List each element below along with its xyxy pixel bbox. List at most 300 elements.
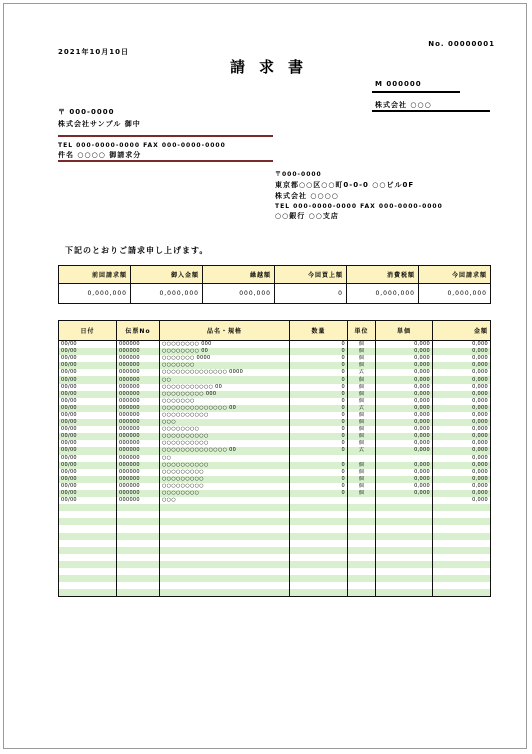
qty-cell: 0 (290, 369, 348, 376)
item-cell: ○○ (160, 376, 290, 383)
blank-cell (117, 540, 160, 547)
slip-cell: 000000 (117, 405, 160, 412)
detail-row (59, 405, 491, 412)
blank-cell (376, 518, 433, 525)
blank-cell (348, 518, 376, 525)
slip-cell: 000000 (117, 433, 160, 440)
unit-cell (348, 497, 376, 504)
summary-header-cell: 消費税額 (347, 266, 419, 284)
date-cell: 00/00 (59, 455, 117, 462)
detail-header-price: 単価 (376, 321, 433, 341)
amount-cell: 0,000 (433, 362, 491, 369)
detail-row (59, 462, 491, 469)
detail-row-blank (59, 568, 491, 575)
date-cell: 00/00 (59, 355, 117, 362)
qty-cell: 0 (290, 447, 348, 454)
blank-cell (160, 554, 290, 561)
blank-cell (160, 504, 290, 511)
amount-cell: 0,000 (433, 476, 491, 483)
qty-cell: 0 (290, 384, 348, 391)
price-cell: 0,000 (376, 355, 433, 362)
amount-cell: 0,000 (433, 391, 491, 398)
detail-row (59, 497, 491, 504)
unit-cell: 個 (348, 440, 376, 447)
blank-cell (59, 518, 117, 525)
subject-line: 件名 ○○○○ 御請求分 (58, 151, 142, 159)
blank-cell (348, 547, 376, 554)
date-cell: 00/00 (59, 440, 117, 447)
qty-cell: 0 (290, 419, 348, 426)
slip-cell: 000000 (117, 412, 160, 419)
unit-cell: 個 (348, 398, 376, 405)
summary-value-cell: 000,000 (203, 284, 275, 304)
blank-cell (348, 561, 376, 568)
blank-cell (59, 568, 117, 575)
blank-cell (433, 504, 491, 511)
unit-cell: 個 (348, 341, 376, 349)
blank-cell (433, 511, 491, 518)
detail-row-blank (59, 540, 491, 547)
item-cell: ○○○○○○○○ (160, 426, 290, 433)
item-cell: ○○○○○○○○○ (160, 469, 290, 476)
qty-cell: 0 (290, 433, 348, 440)
amount-cell: 0,000 (433, 447, 491, 454)
detail-row (59, 419, 491, 426)
blank-cell (348, 568, 376, 575)
blank-cell (433, 540, 491, 547)
price-cell: 0,000 (376, 419, 433, 426)
qty-cell: 0 (290, 362, 348, 369)
subject-underline (58, 160, 273, 162)
blank-cell (376, 582, 433, 589)
issuer-zip: 〒000-0000 (275, 171, 322, 178)
blank-cell (290, 561, 348, 568)
blank-cell (376, 547, 433, 554)
date-cell: 00/00 (59, 376, 117, 383)
detail-row-blank (59, 554, 491, 561)
blank-cell (348, 533, 376, 540)
detail-row (59, 469, 491, 476)
price-cell: 0,000 (376, 447, 433, 454)
detail-table (58, 320, 491, 597)
summary-value-cell: 0,000,000 (419, 284, 491, 304)
qty-cell: 0 (290, 391, 348, 398)
date-cell: 00/00 (59, 341, 117, 349)
slip-cell: 000000 (117, 426, 160, 433)
slip-cell: 000000 (117, 490, 160, 497)
amount-cell: 0,000 (433, 376, 491, 383)
qty-cell: 0 (290, 469, 348, 476)
detail-row (59, 355, 491, 362)
blank-cell (160, 561, 290, 568)
summary-header-cell: 御入金額 (131, 266, 203, 284)
qty-cell: 0 (290, 462, 348, 469)
unit-cell: 個 (348, 348, 376, 355)
blank-cell (117, 511, 160, 518)
item-cell: ○○○○○○○○○ (160, 483, 290, 490)
blank-cell (290, 533, 348, 540)
date-cell: 00/00 (59, 391, 117, 398)
unit-cell: 式 (348, 405, 376, 412)
item-cell: ○○○○○○○○○○○○○○ 00 (160, 405, 290, 412)
blank-cell (433, 589, 491, 597)
qty-cell: 0 (290, 483, 348, 490)
blank-cell (160, 540, 290, 547)
blank-cell (348, 589, 376, 597)
detail-row (59, 348, 491, 355)
blank-cell (160, 525, 290, 532)
project-name: 株式会社 ○○○ (375, 101, 432, 109)
date-cell: 00/00 (59, 398, 117, 405)
item-cell: ○○○○○○○○ 00 (160, 348, 290, 355)
blank-cell (290, 511, 348, 518)
item-cell: ○○○○○○○○○○ (160, 462, 290, 469)
date-cell: 00/00 (59, 405, 117, 412)
blank-cell (160, 575, 290, 582)
detail-header-row (59, 321, 491, 341)
detail-row (59, 426, 491, 433)
blank-cell (117, 533, 160, 540)
summary-value-cell: 0,000,000 (131, 284, 203, 304)
summary-value-cell: 0,000,000 (347, 284, 419, 304)
intro-text: 下記のとおりご請求申し上げます。 (65, 246, 209, 255)
issuer-bank: ○○銀行 ○○支店 (275, 212, 339, 220)
blank-cell (433, 575, 491, 582)
blank-cell (160, 547, 290, 554)
date-cell: 00/00 (59, 433, 117, 440)
unit-cell: 個 (348, 391, 376, 398)
amount-cell: 0,000 (433, 490, 491, 497)
detail-row-blank (59, 525, 491, 532)
amount-cell: 0,000 (433, 369, 491, 376)
blank-cell (117, 589, 160, 597)
blank-cell (117, 575, 160, 582)
blank-cell (376, 511, 433, 518)
recipient-contact: TEL 000-0000-0000 FAX 000-0000-0000 (58, 142, 226, 149)
blank-cell (433, 525, 491, 532)
blank-cell (433, 568, 491, 575)
blank-cell (433, 518, 491, 525)
blank-cell (160, 589, 290, 597)
amount-cell: 0,000 (433, 440, 491, 447)
qty-cell: 0 (290, 490, 348, 497)
amount-cell: 0,000 (433, 419, 491, 426)
blank-cell (160, 533, 290, 540)
qty-cell: 0 (290, 476, 348, 483)
blank-cell (348, 582, 376, 589)
blank-cell (117, 504, 160, 511)
amount-cell: 0,000 (433, 384, 491, 391)
detail-row-blank (59, 589, 491, 597)
detail-header-date: 日付 (59, 321, 117, 341)
date-cell: 00/00 (59, 476, 117, 483)
blank-cell (290, 582, 348, 589)
blank-cell (376, 525, 433, 532)
detail-row (59, 483, 491, 490)
blank-cell (290, 518, 348, 525)
item-cell: ○○○○○○○○○ 000 (160, 391, 290, 398)
amount-cell: 0,000 (433, 355, 491, 362)
unit-cell (348, 455, 376, 462)
unit-cell: 個 (348, 462, 376, 469)
unit-cell: 個 (348, 433, 376, 440)
summary-header-cell: 今回請求額 (419, 266, 491, 284)
summary-header-cell: 繰越額 (203, 266, 275, 284)
qty-cell: 0 (290, 440, 348, 447)
unit-cell: 個 (348, 376, 376, 383)
document-title: 請求書 (230, 58, 318, 76)
item-cell: ○○○○○○○○ (160, 490, 290, 497)
price-cell: 0,000 (376, 398, 433, 405)
price-cell: 0,000 (376, 369, 433, 376)
unit-cell: 個 (348, 384, 376, 391)
blank-cell (117, 568, 160, 575)
detail-row (59, 341, 491, 349)
item-cell: ○○○○○○○○○○ (160, 412, 290, 419)
recipient-zip: 〒 000-0000 (58, 108, 115, 116)
slip-cell: 000000 (117, 355, 160, 362)
date-cell: 00/00 (59, 369, 117, 376)
blank-cell (348, 511, 376, 518)
blank-cell (376, 533, 433, 540)
slip-cell: 000000 (117, 341, 160, 349)
slip-cell: 000000 (117, 384, 160, 391)
qty-cell (290, 497, 348, 504)
detail-row (59, 391, 491, 398)
slip-cell: 000000 (117, 362, 160, 369)
detail-row (59, 362, 491, 369)
unit-cell: 個 (348, 490, 376, 497)
price-cell: 0,000 (376, 462, 433, 469)
project-label: M 000000 (375, 80, 422, 88)
blank-cell (290, 575, 348, 582)
item-cell: ○○○○○○○○○○○○○○ 0000 (160, 369, 290, 376)
item-cell: ○○○○○○○○○ (160, 476, 290, 483)
date-cell: 00/00 (59, 490, 117, 497)
detail-body (59, 341, 491, 597)
blank-cell (376, 504, 433, 511)
detail-row (59, 369, 491, 376)
price-cell: 0,000 (376, 426, 433, 433)
blank-cell (376, 540, 433, 547)
price-cell: 0,000 (376, 391, 433, 398)
date-cell: 00/00 (59, 483, 117, 490)
date-cell: 00/00 (59, 497, 117, 504)
unit-cell: 個 (348, 469, 376, 476)
price-cell: 0,000 (376, 405, 433, 412)
summary-header-cell: 今回買上額 (275, 266, 347, 284)
qty-cell: 0 (290, 412, 348, 419)
price-cell (376, 455, 433, 462)
blank-cell (348, 504, 376, 511)
qty-cell: 0 (290, 398, 348, 405)
date-cell: 00/00 (59, 447, 117, 454)
detail-row (59, 384, 491, 391)
item-cell: ○○○○○○○○○○ (160, 433, 290, 440)
project-label-underline (372, 91, 460, 93)
detail-row (59, 398, 491, 405)
date-cell: 00/00 (59, 348, 117, 355)
detail-row-blank (59, 533, 491, 540)
price-cell: 0,000 (376, 412, 433, 419)
blank-cell (290, 547, 348, 554)
amount-cell: 0,000 (433, 412, 491, 419)
blank-cell (117, 561, 160, 568)
detail-header-item: 品名・規格 (160, 321, 290, 341)
detail-row (59, 455, 491, 462)
blank-cell (376, 561, 433, 568)
qty-cell: 0 (290, 426, 348, 433)
blank-cell (290, 589, 348, 597)
slip-cell: 000000 (117, 419, 160, 426)
amount-cell: 0,000 (433, 348, 491, 355)
amount-cell: 0,000 (433, 433, 491, 440)
slip-cell: 000000 (117, 462, 160, 469)
summary-table (58, 265, 491, 304)
slip-cell: 000000 (117, 497, 160, 504)
qty-cell: 0 (290, 348, 348, 355)
blank-cell (290, 568, 348, 575)
blank-cell (433, 547, 491, 554)
summary-header-cell: 前回請求額 (59, 266, 131, 284)
date-cell: 00/00 (59, 362, 117, 369)
unit-cell: 個 (348, 419, 376, 426)
amount-cell: 0,000 (433, 405, 491, 412)
detail-row (59, 412, 491, 419)
slip-cell: 000000 (117, 369, 160, 376)
recipient-underline (58, 135, 273, 137)
detail-row-blank (59, 518, 491, 525)
slip-cell: 000000 (117, 469, 160, 476)
summary-header-row (59, 266, 491, 284)
qty-cell: 0 (290, 376, 348, 383)
blank-cell (117, 547, 160, 554)
issuer-address: 東京都○○区○○町0-0-0 ○○ビル0F (275, 181, 415, 189)
blank-cell (59, 575, 117, 582)
project-name-underline (372, 110, 490, 112)
summary-value-cell: 0,000,000 (59, 284, 131, 304)
item-cell: ○○ (160, 455, 290, 462)
blank-cell (59, 582, 117, 589)
date-cell: 00/00 (59, 462, 117, 469)
blank-cell (59, 561, 117, 568)
blank-cell (290, 540, 348, 547)
amount-cell: 0,000 (433, 469, 491, 476)
qty-cell (290, 455, 348, 462)
blank-cell (117, 582, 160, 589)
amount-cell: 0,000 (433, 462, 491, 469)
detail-row (59, 376, 491, 383)
issue-date: 2021年10月10日 (58, 48, 129, 56)
blank-cell (348, 540, 376, 547)
blank-cell (376, 589, 433, 597)
item-cell: ○○○ (160, 419, 290, 426)
blank-cell (117, 525, 160, 532)
slip-cell: 000000 (117, 391, 160, 398)
blank-cell (59, 525, 117, 532)
blank-cell (348, 575, 376, 582)
blank-cell (59, 540, 117, 547)
qty-cell: 0 (290, 355, 348, 362)
amount-cell: 0,000 (433, 497, 491, 504)
price-cell (376, 497, 433, 504)
detail-row (59, 440, 491, 447)
summary-value-row (59, 284, 491, 304)
issuer-name: 株式会社 ○○○○ (275, 192, 339, 200)
detail-row-blank (59, 504, 491, 511)
slip-cell: 000000 (117, 398, 160, 405)
price-cell: 0,000 (376, 476, 433, 483)
slip-cell: 000000 (117, 476, 160, 483)
blank-cell (376, 554, 433, 561)
blank-cell (160, 582, 290, 589)
blank-cell (376, 568, 433, 575)
blank-cell (433, 582, 491, 589)
price-cell: 0,000 (376, 341, 433, 349)
item-cell: ○○○○○○○ (160, 362, 290, 369)
price-cell: 0,000 (376, 483, 433, 490)
blank-cell (59, 504, 117, 511)
detail-header-qty: 数量 (290, 321, 348, 341)
blank-cell (59, 511, 117, 518)
summary-value-cell: 0 (275, 284, 347, 304)
blank-cell (290, 554, 348, 561)
item-cell: ○○○○○○○○ 000 (160, 341, 290, 349)
blank-cell (160, 518, 290, 525)
blank-cell (348, 554, 376, 561)
price-cell: 0,000 (376, 384, 433, 391)
blank-cell (376, 575, 433, 582)
blank-cell (59, 547, 117, 554)
date-cell: 00/00 (59, 384, 117, 391)
qty-cell: 0 (290, 341, 348, 349)
slip-cell: 000000 (117, 440, 160, 447)
amount-cell: 0,000 (433, 398, 491, 405)
detail-row-blank (59, 561, 491, 568)
price-cell: 0,000 (376, 490, 433, 497)
detail-row (59, 433, 491, 440)
price-cell: 0,000 (376, 376, 433, 383)
unit-cell: 個 (348, 426, 376, 433)
item-cell: ○○○○○○○○○○○○○○ 00 (160, 447, 290, 454)
unit-cell: 個 (348, 412, 376, 419)
date-cell: 00/00 (59, 412, 117, 419)
price-cell: 0,000 (376, 348, 433, 355)
detail-row (59, 490, 491, 497)
blank-cell (433, 554, 491, 561)
slip-cell: 000000 (117, 447, 160, 454)
amount-cell: 0,000 (433, 483, 491, 490)
slip-cell: 000000 (117, 348, 160, 355)
date-cell: 00/00 (59, 469, 117, 476)
blank-cell (433, 561, 491, 568)
blank-cell (348, 525, 376, 532)
date-cell: 00/00 (59, 426, 117, 433)
blank-cell (290, 525, 348, 532)
blank-cell (160, 511, 290, 518)
detail-row (59, 447, 491, 454)
slip-cell: 000000 (117, 376, 160, 383)
blank-cell (117, 554, 160, 561)
detail-row-blank (59, 547, 491, 554)
detail-row-blank (59, 511, 491, 518)
detail-header-amount: 金額 (433, 321, 491, 341)
slip-cell: 000000 (117, 455, 160, 462)
unit-cell: 個 (348, 476, 376, 483)
blank-cell (290, 504, 348, 511)
item-cell: ○○○○○○○○○○ (160, 440, 290, 447)
blank-cell (433, 533, 491, 540)
